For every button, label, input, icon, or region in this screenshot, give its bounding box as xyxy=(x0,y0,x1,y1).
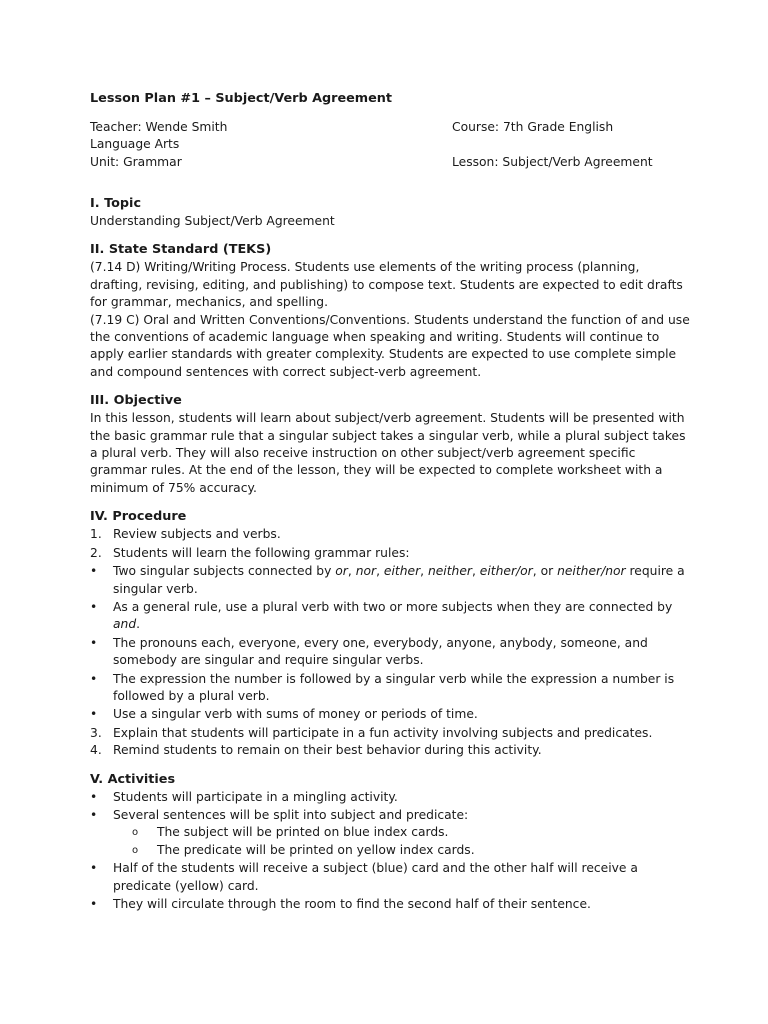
bullet-icon: • xyxy=(90,635,98,650)
standard-paragraph-2: (7.19 C) Oral and Written Conventions/Conventions. Students understand the function of and use the conventions of academic language when speaking and writing. Students will continue to apply earlier standards with greater complexity. Students are expected to use complete simple and compound sentences with correct subject-verb agreement. xyxy=(90,312,690,379)
bullet-icon: • xyxy=(90,789,98,804)
activities-section xyxy=(90,771,690,914)
list-item xyxy=(90,599,690,634)
list-item xyxy=(90,635,690,670)
unit-label: Unit: Grammar xyxy=(90,155,182,169)
circle-bullet-icon: o xyxy=(132,844,139,856)
list-number: 2. xyxy=(90,545,102,560)
list-item-text: Half of the students will receive a subject (blue) card and the other half will receive a predicate (yellow) card. xyxy=(113,861,638,893)
sub-list-item-text: The predicate will be printed on yellow index cards. xyxy=(157,842,475,857)
topic-text: Understanding Subject/Verb Agreement xyxy=(90,214,335,228)
list-item-text: Use a singular verb with sums of money or periods of time. xyxy=(113,707,478,722)
standard-section xyxy=(90,241,690,381)
lesson-label: Lesson: Subject/Verb Agreement xyxy=(452,155,653,169)
bullet-icon: • xyxy=(90,707,98,722)
document-body xyxy=(90,90,690,924)
list-item-text: The expression the number is followed by a singular verb while the expression a number is followed by a plural verb. xyxy=(113,671,675,703)
list-item xyxy=(90,742,690,759)
topic-section xyxy=(90,195,690,230)
bullet-icon: • xyxy=(90,807,98,822)
list-item-text: Students will participate in a mingling activity. xyxy=(113,789,398,804)
teacher-label: Teacher: Wende Smith xyxy=(90,120,228,134)
objective-text: In this lesson, students will learn about subject/verb agreement. Students will be presented with the basic grammar rule that a singular subject takes a singular verb, while a plural subject takes a plural verb. They will also receive instruction on other subject/verb agreement specific grammar rules. At the end of the lesson, they will be expected to complete worksheet with a minimum of 75% accuracy. xyxy=(90,411,686,495)
bullet-icon: • xyxy=(90,671,98,686)
list-item-text: Remind students to remain on their best behavior during this activity. xyxy=(113,743,542,758)
sub-list-item xyxy=(90,842,690,859)
topic-heading: I. Topic xyxy=(90,196,142,211)
list-item-text: Two singular subjects connected by or, nor, either, neither, either/or, or neither/nor require a singular verb. xyxy=(113,564,685,596)
objective-section xyxy=(90,392,690,497)
sub-list-item-text: The subject will be printed on blue index cards. xyxy=(157,825,449,840)
objective-heading: III. Objective xyxy=(90,393,182,409)
procedure-heading: IV. Procedure xyxy=(90,509,187,525)
list-item xyxy=(90,807,690,824)
bullet-icon: • xyxy=(90,861,98,876)
activities-heading: V. Activities xyxy=(90,771,176,787)
list-item-text: Several sentences will be split into subject and predicate: xyxy=(113,807,469,822)
sub-list-item xyxy=(90,824,690,841)
list-item-text: Explain that students will participate in a fun activity involving subjects and predicates. xyxy=(113,725,653,740)
circle-bullet-icon: o xyxy=(132,827,139,839)
lesson-meta xyxy=(90,119,690,189)
standard-paragraph-1: (7.14 D) Writing/Writing Process. Students use elements of the writing process (planning, drafting, revising, editing, and publishing) to compose text. Students are expected to edit drafts for grammar, mechanics, and spelling. xyxy=(90,260,683,310)
list-item xyxy=(90,896,690,913)
list-item-text: Students will learn the following grammar rules: xyxy=(113,545,410,560)
department-label: Language Arts xyxy=(90,137,180,151)
bullet-icon: • xyxy=(90,599,98,614)
list-item xyxy=(90,860,690,895)
bullet-icon: • xyxy=(90,897,98,911)
procedure-section xyxy=(90,508,690,759)
list-item xyxy=(90,545,690,562)
list-number: 3. xyxy=(90,725,102,740)
list-number: 4. xyxy=(90,743,102,758)
bullet-icon: • xyxy=(90,564,98,579)
list-item-text: As a general rule, use a plural verb with two or more subjects when they are connected by and. xyxy=(113,599,673,632)
list-item xyxy=(90,671,690,706)
standard-heading: II. State Standard (TEKS) xyxy=(90,242,272,258)
list-item xyxy=(90,789,690,806)
list-item xyxy=(90,706,690,723)
list-number: 1. xyxy=(90,527,102,542)
list-item xyxy=(90,526,690,543)
page-title: Lesson Plan #1 – Subject/Verb Agreement xyxy=(90,91,393,106)
course-label: Course: 7th Grade English xyxy=(452,120,614,134)
list-item-text: The pronouns each, everyone, every one, everybody, anyone, anybody, someone, and somebody are singular and require singular verbs. xyxy=(113,635,648,668)
list-item xyxy=(90,725,690,742)
list-item-text: They will circulate through the room to find the second half of their sentence. xyxy=(113,897,591,911)
list-item-text: Review subjects and verbs. xyxy=(113,527,281,542)
list-item xyxy=(90,563,690,598)
